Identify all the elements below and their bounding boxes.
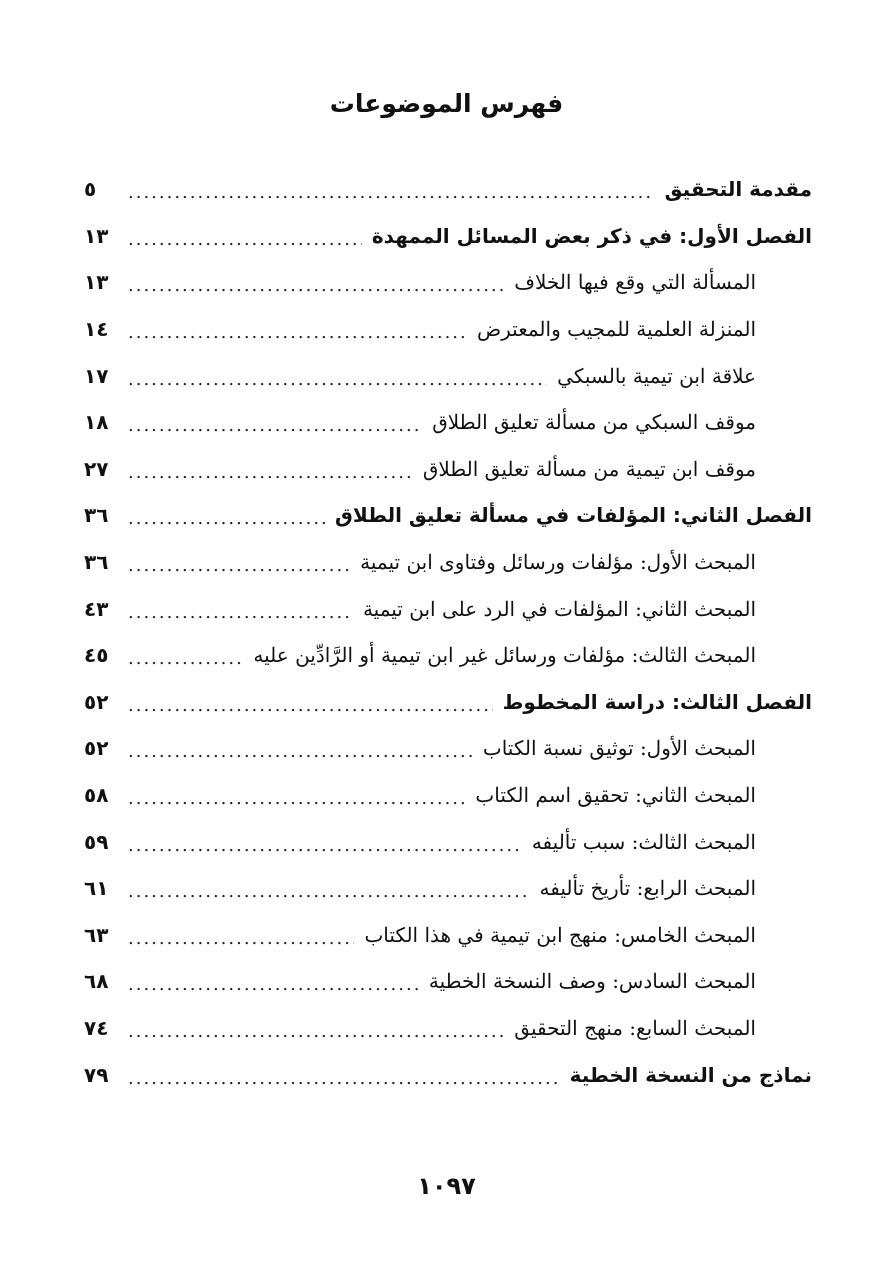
toc-entry-section[interactable] bbox=[84, 772, 812, 819]
toc-entry-page-number: ٤٥ bbox=[84, 643, 109, 668]
toc-entry-introduction[interactable] bbox=[84, 166, 812, 213]
dot-leader bbox=[128, 464, 413, 482]
toc-entry-page-number: ٦٨ bbox=[84, 969, 109, 994]
dot-leader bbox=[128, 1023, 504, 1041]
dot-leader bbox=[128, 1070, 560, 1088]
toc-entry-label: موقف السبكي من مسألة تعليق الطلاق bbox=[432, 410, 756, 435]
toc-entry-section[interactable] bbox=[84, 352, 812, 399]
toc-entry-page-number: ٥٩ bbox=[84, 829, 109, 854]
dot-leader bbox=[128, 883, 530, 901]
toc-entry-label: المسألة التي وقع فيها الخلاف bbox=[514, 270, 756, 295]
toc-entry-label: المبحث الثالث: سبب تأليفه bbox=[531, 829, 756, 854]
toc-entry-label: المبحث الثاني: المؤلفات في الرد على ابن تيمية bbox=[362, 596, 756, 621]
dot-leader bbox=[128, 650, 243, 668]
toc-entry-page-number: ٣٦ bbox=[84, 503, 109, 528]
toc-entry-label: علاقة ابن تيمية بالسبكي bbox=[557, 363, 756, 388]
toc-entry-section[interactable] bbox=[84, 1005, 812, 1052]
dot-leader bbox=[128, 510, 325, 528]
dot-leader bbox=[128, 324, 467, 342]
toc-entry-page-number: ١٣ bbox=[84, 270, 109, 295]
toc-entry-label: المنزلة العلمية للمجيب والمعترض bbox=[476, 317, 756, 342]
dot-leader bbox=[128, 743, 473, 761]
dot-leader bbox=[128, 790, 465, 808]
toc-entry-page-number: ٥٨ bbox=[84, 783, 109, 808]
toc-entry-label: المبحث الأول: مؤلفات ورسائل وفتاوى ابن تيمية bbox=[360, 550, 756, 575]
toc-entry-section[interactable] bbox=[84, 725, 812, 772]
toc-entry-chapter-1[interactable] bbox=[84, 213, 812, 260]
toc-entry-page-number: ١٤ bbox=[84, 317, 109, 342]
toc-entry-section[interactable] bbox=[84, 818, 812, 865]
toc-entry-label: المبحث السادس: وصف النسخة الخطية bbox=[428, 969, 756, 994]
dot-leader bbox=[128, 557, 350, 575]
toc-entry-label: مقدمة التحقيق bbox=[664, 177, 812, 202]
toc-entry-page-number: ٢٧ bbox=[84, 456, 109, 481]
toc-entry-section[interactable] bbox=[84, 912, 812, 959]
toc-entry-label: نماذج من النسخة الخطية bbox=[569, 1062, 812, 1087]
toc-entry-page-number: ٦١ bbox=[84, 876, 109, 901]
toc-entry-page-number: ٥٢ bbox=[84, 736, 109, 761]
dot-leader bbox=[128, 277, 504, 295]
dot-leader bbox=[128, 371, 547, 389]
toc-entry-page-number: ٤٣ bbox=[84, 596, 109, 621]
toc-entry-label: الفصل الثاني: المؤلفات في مسألة تعليق الطلاق bbox=[335, 503, 812, 528]
dot-leader bbox=[128, 184, 655, 202]
dot-leader bbox=[128, 604, 353, 622]
toc-entry-page-number: ٥٢ bbox=[84, 689, 109, 714]
toc-entry-section[interactable] bbox=[84, 865, 812, 912]
toc-entry-page-number: ١٨ bbox=[84, 410, 109, 435]
dot-leader bbox=[128, 697, 493, 715]
toc-entry-page-number: ٥ bbox=[84, 177, 97, 202]
toc-entry-page-number: ٦٣ bbox=[84, 922, 109, 947]
toc-entry-page-number: ٧٩ bbox=[84, 1062, 109, 1087]
toc-entry-label: المبحث الثالث: مؤلفات ورسائل غير ابن تيمية أو الرَّادِّين عليه bbox=[253, 643, 756, 668]
page-number-footer: ١٠٩٧ bbox=[417, 1172, 476, 1200]
dot-leader bbox=[128, 930, 354, 948]
toc-entry-section[interactable] bbox=[84, 958, 812, 1005]
toc-entry-section[interactable] bbox=[84, 539, 812, 586]
toc-entry-chapter-2[interactable] bbox=[84, 492, 812, 539]
toc-entry-section[interactable] bbox=[84, 585, 812, 632]
dot-leader bbox=[128, 231, 362, 249]
toc-entry-label: موقف ابن تيمية من مسألة تعليق الطلاق bbox=[422, 456, 756, 481]
toc-entry-page-number: ٧٤ bbox=[84, 1015, 109, 1040]
toc-entry-label: الفصل الأول: في ذكر بعض المسائل الممهدة bbox=[371, 223, 812, 248]
toc-entry-section[interactable] bbox=[84, 259, 812, 306]
toc-entry-page-number: ١٧ bbox=[84, 363, 109, 388]
toc-entry-label: الفصل الثالث: دراسة المخطوط bbox=[502, 689, 812, 714]
dot-leader bbox=[128, 837, 522, 855]
table-of-contents bbox=[84, 166, 812, 1098]
page-title: فهرس الموضوعات bbox=[329, 89, 564, 118]
toc-entry-section[interactable] bbox=[84, 632, 812, 679]
toc-entry-section[interactable] bbox=[84, 306, 812, 353]
toc-entry-page-number: ٣٦ bbox=[84, 550, 109, 575]
toc-entry-label: المبحث الأول: توثيق نسبة الكتاب bbox=[482, 736, 756, 761]
toc-entry-chapter-3[interactable] bbox=[84, 679, 812, 726]
toc-entry-manuscript-samples[interactable] bbox=[84, 1051, 812, 1098]
toc-entry-label: المبحث الثاني: تحقيق اسم الكتاب bbox=[475, 783, 756, 808]
toc-entry-page-number: ١٣ bbox=[84, 223, 109, 248]
toc-entry-section[interactable] bbox=[84, 399, 812, 446]
toc-entry-section[interactable] bbox=[84, 446, 812, 493]
toc-entry-label: المبحث الخامس: منهج ابن تيمية في هذا الكتاب bbox=[364, 922, 756, 947]
dot-leader bbox=[128, 417, 422, 435]
toc-entry-label: المبحث الرابع: تأريخ تأليفه bbox=[539, 876, 756, 901]
toc-entry-label: المبحث السابع: منهج التحقيق bbox=[514, 1015, 756, 1040]
dot-leader bbox=[128, 976, 419, 994]
